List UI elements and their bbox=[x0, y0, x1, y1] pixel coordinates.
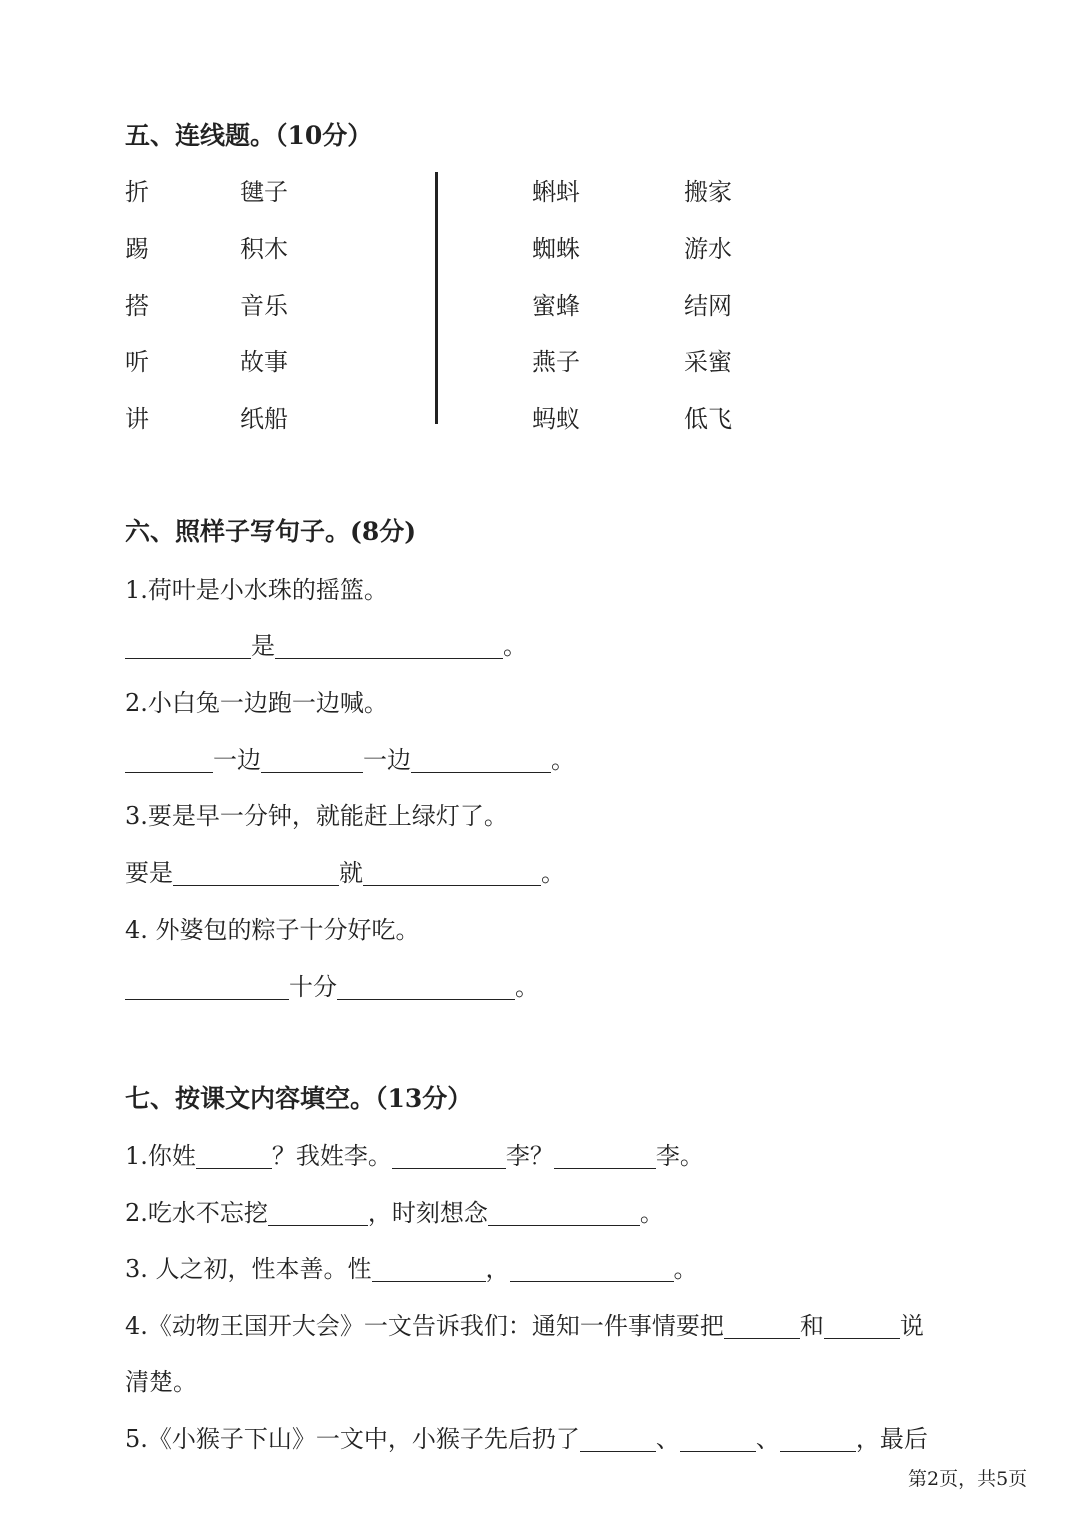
match-right-1: 蝌蚪 bbox=[532, 178, 580, 206]
text: 。 bbox=[673, 1255, 698, 1283]
match-right-obj-1: 搬家 bbox=[684, 178, 732, 206]
match-left-4: 听 bbox=[125, 348, 149, 376]
blank[interactable] bbox=[510, 1255, 674, 1282]
text: ？我姓李。 bbox=[271, 1142, 392, 1170]
match-left-obj-3: 音乐 bbox=[240, 292, 288, 320]
blank[interactable] bbox=[680, 1425, 756, 1452]
blank[interactable] bbox=[363, 859, 541, 886]
blank[interactable] bbox=[780, 1425, 856, 1452]
s7-question-4 bbox=[125, 1306, 924, 1341]
blank[interactable] bbox=[411, 746, 551, 773]
text: 李？ bbox=[505, 1142, 554, 1170]
blank[interactable] bbox=[196, 1142, 272, 1169]
s7-question-5 bbox=[125, 1419, 928, 1454]
text: 。 bbox=[551, 746, 575, 774]
blank[interactable] bbox=[125, 973, 289, 1000]
s6-question-2: 2.小白兔一边跑一边喊。 bbox=[125, 689, 388, 717]
s6-answer-line-1 bbox=[125, 626, 527, 661]
section7-title: 七、按课文内容填空。（13分） bbox=[125, 1084, 473, 1113]
s7-question-4-continued: 清楚。 bbox=[125, 1368, 197, 1396]
s7-question-1 bbox=[125, 1136, 704, 1171]
blank[interactable] bbox=[337, 973, 515, 1000]
s6-answer-line-4 bbox=[125, 967, 539, 1002]
text: 1.你姓 bbox=[125, 1142, 196, 1170]
text: 和 bbox=[799, 1312, 824, 1340]
match-right-4: 燕子 bbox=[532, 348, 580, 376]
text: 2.吃水不忘挖 bbox=[125, 1199, 268, 1227]
match-left-2: 踢 bbox=[125, 235, 149, 263]
match-right-obj-3: 结网 bbox=[684, 292, 732, 320]
match-right-obj-4: 采蜜 bbox=[684, 348, 732, 376]
match-left-1: 折 bbox=[125, 178, 149, 206]
text: 。 bbox=[639, 1199, 664, 1227]
blank[interactable] bbox=[392, 1142, 506, 1169]
match-left-obj-5: 纸船 bbox=[240, 405, 288, 433]
match-left-obj-1: 毽子 bbox=[240, 178, 288, 206]
blank[interactable] bbox=[824, 1312, 900, 1339]
blank[interactable] bbox=[125, 746, 213, 773]
blank[interactable] bbox=[173, 859, 339, 886]
text: 。 bbox=[515, 973, 539, 1001]
section6-title: 六、照样子写句子。(8分) bbox=[125, 517, 417, 546]
text: 、 bbox=[755, 1425, 780, 1453]
s6-answer-line-2 bbox=[125, 740, 575, 775]
text: 。 bbox=[541, 859, 565, 887]
match-right-obj-2: 游水 bbox=[684, 235, 732, 263]
match-left-obj-2: 积木 bbox=[240, 235, 288, 263]
text: 说 bbox=[899, 1312, 924, 1340]
section5-title: 五、连线题。（10分） bbox=[125, 121, 373, 150]
blank[interactable] bbox=[580, 1425, 656, 1452]
s7-question-2 bbox=[125, 1193, 664, 1228]
blank[interactable] bbox=[261, 746, 363, 773]
page-number: 第2页，共5页 bbox=[908, 1468, 1028, 1490]
blank[interactable] bbox=[372, 1255, 486, 1282]
match-left-5: 讲 bbox=[125, 405, 149, 433]
text: 3. 人之初，性本善。性 bbox=[125, 1255, 372, 1283]
match-left-obj-4: 故事 bbox=[240, 348, 288, 376]
text: 5.《小猴子下山》一文中，小猴子先后扔了 bbox=[125, 1425, 580, 1453]
blank[interactable] bbox=[554, 1142, 656, 1169]
text: ，时刻想念 bbox=[367, 1199, 488, 1227]
text: 李。 bbox=[655, 1142, 704, 1170]
text: 一边 bbox=[363, 746, 411, 774]
blank[interactable] bbox=[275, 632, 503, 659]
match-left-3: 搭 bbox=[125, 292, 149, 320]
text: ，最后 bbox=[855, 1425, 928, 1453]
text: 十分 bbox=[289, 973, 337, 1001]
blank[interactable] bbox=[268, 1199, 368, 1226]
blank[interactable] bbox=[488, 1199, 640, 1226]
blank[interactable] bbox=[125, 632, 251, 659]
text: 。 bbox=[503, 632, 527, 660]
blank[interactable] bbox=[724, 1312, 800, 1339]
text: ， bbox=[485, 1255, 510, 1283]
text: 要是 bbox=[125, 859, 173, 887]
match-right-5: 蚂蚁 bbox=[532, 405, 580, 433]
match-right-obj-5: 低飞 bbox=[684, 405, 732, 433]
text: 就 bbox=[339, 859, 363, 887]
s7-question-3 bbox=[125, 1249, 698, 1284]
text: 4.《动物王国开大会》一文告诉我们：通知一件事情要把 bbox=[125, 1312, 724, 1340]
matching-divider bbox=[435, 172, 438, 424]
text: 、 bbox=[655, 1425, 680, 1453]
match-right-2: 蜘蛛 bbox=[532, 235, 580, 263]
match-right-3: 蜜蜂 bbox=[532, 292, 580, 320]
s6-question-3: 3.要是早一分钟，就能赶上绿灯了。 bbox=[125, 802, 508, 830]
s6-question-4: 4. 外婆包的粽子十分好吃。 bbox=[125, 916, 420, 944]
s6-answer-line-3 bbox=[125, 853, 565, 888]
text: 是 bbox=[251, 632, 275, 660]
s6-question-1: 1.荷叶是小水珠的摇篮。 bbox=[125, 576, 388, 604]
text: 一边 bbox=[213, 746, 261, 774]
